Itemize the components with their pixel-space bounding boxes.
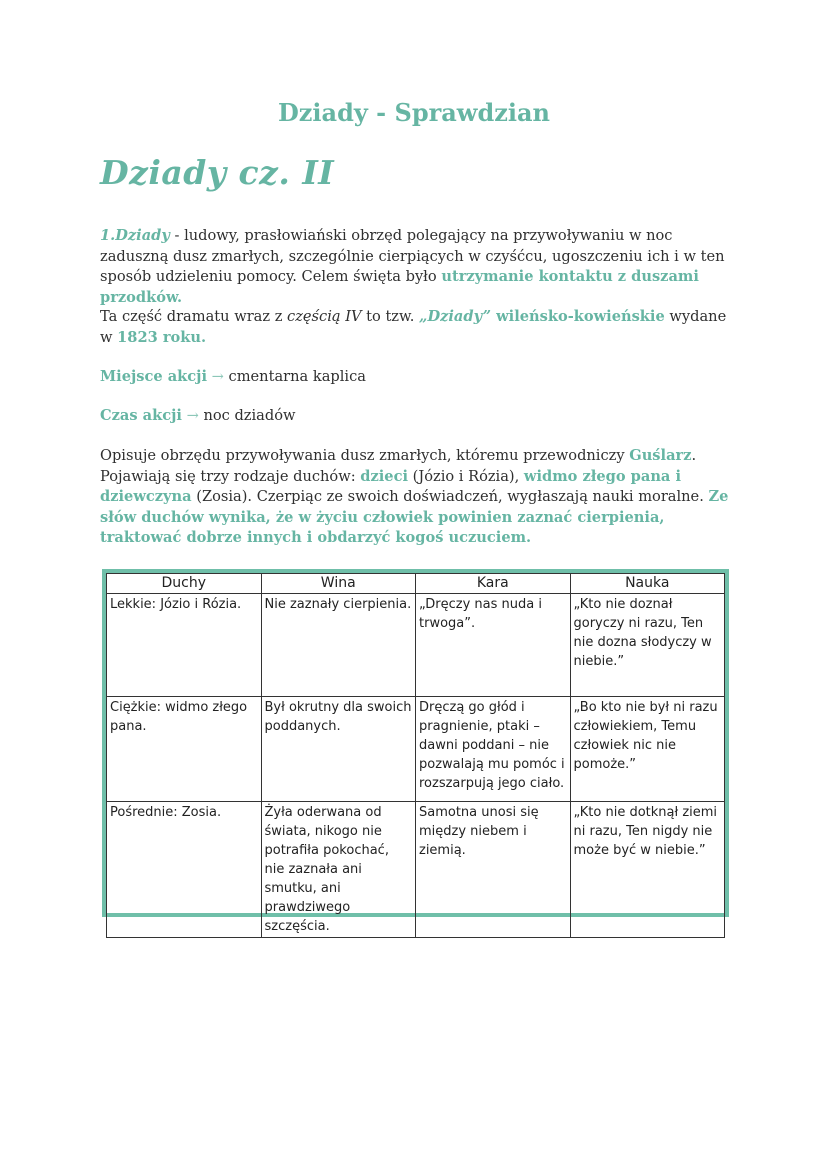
table-row xyxy=(107,802,725,938)
cell-wina: Był okrutny dla swoich poddanych. xyxy=(261,697,416,802)
cell-kara: „Dręczy nas nuda i trwoga”. xyxy=(416,594,571,697)
cell-nauka: „Kto nie doznał goryczy ni razu, Ten nie dozna słodyczy w niebie.” xyxy=(570,594,725,697)
header-wina: Wina xyxy=(261,574,416,594)
text-fragment: wydane w xyxy=(100,308,727,346)
arrow-icon: → xyxy=(181,407,204,424)
time-label: Czas akcji xyxy=(100,407,182,424)
text-fragment: częścią IV xyxy=(287,308,362,325)
place-value: cmentarna kaplica xyxy=(228,368,366,385)
time-value: noc dziadów xyxy=(203,407,296,424)
cell-nauka: „Kto nie dotknął ziemi ni razu, Ten nigdy nie może być w niebie.” xyxy=(570,802,725,938)
table-row xyxy=(107,594,725,697)
place-label: Miejsce akcji xyxy=(100,368,208,385)
paragraph-description xyxy=(100,446,740,549)
cell-kara: Samotna unosi się między niebem i ziemią. xyxy=(416,802,571,938)
paragraph-definition xyxy=(100,226,740,308)
table-header-row xyxy=(107,574,725,594)
table-row xyxy=(107,697,725,802)
page-title: Dziady - Sprawdzian xyxy=(277,98,550,127)
text-highlight: Guślarz xyxy=(629,447,692,464)
text-highlight: „Dziady” xyxy=(419,308,491,325)
text-highlight: widmo złego pana i dziewczyna xyxy=(100,467,682,505)
spirits-table xyxy=(102,569,729,934)
text-fragment: Ta część dramatu wraz z xyxy=(100,308,288,325)
definition-text: - ludowy, prasłowiański obrzęd polegający na przywoływaniu w noc zaduszną dusz zmarłych, szczególnie cierpiących w czyśćcu, ugoszczeniu ich i w ten sposób udzieleniu pomocy. Celem święta było xyxy=(100,227,725,285)
paragraph-place xyxy=(100,367,740,388)
text-highlight: Ze słów duchów wynika, że w życiu człowiek powinien zaznać cierpienia, traktować dobrze innych i obdarzyć kogoś uczuciem. xyxy=(100,488,729,546)
text-highlight: 1823 roku. xyxy=(117,328,207,346)
paragraph-publication xyxy=(100,307,740,348)
cell-duchy: Pośrednie: Zosia. xyxy=(107,802,262,938)
cell-kara: Dręczą go głód i pragnienie, ptaki – dawni poddani – nie pozwalają mu pomóc i rozszarpują jego ciało. xyxy=(416,697,571,802)
cell-wina: Nie zaznały cierpienia. xyxy=(261,594,416,697)
paragraph-time xyxy=(100,406,740,427)
cell-nauka: „Bo kto nie był ni razu człowiekiem, Temu człowiek nic nie pomoże.” xyxy=(570,697,725,802)
text-highlight: wileńsko-kowieńskie xyxy=(491,308,665,325)
header-kara: Kara xyxy=(416,574,571,594)
arrow-icon: → xyxy=(207,368,229,385)
definition-highlight: utrzymanie kontaktu z duszami przodków. xyxy=(100,268,699,306)
cell-duchy: Ciężkie: widmo złego pana. xyxy=(107,697,262,802)
header-nauka: Nauka xyxy=(570,574,725,594)
section-title: Dziady cz. II xyxy=(100,153,335,192)
term-dziady: 1.Dziady xyxy=(100,227,170,244)
cell-duchy: Lekkie: Józio i Rózia. xyxy=(107,594,262,697)
text-fragment: to tzw. xyxy=(361,308,420,325)
text-fragment: (Zosia). Czerpiąc ze swoich doświadczeń, wygłaszają nauki moralne. xyxy=(191,488,709,505)
header-duchy: Duchy xyxy=(107,574,262,594)
text-fragment: . Pojawiają się trzy rodzaje duchów: xyxy=(100,447,697,485)
cell-wina: Żyła oderwana od świata, nikogo nie potrafiła pokochać, nie zaznała ani smutku, ani prawdziwego szczęścia. xyxy=(261,802,416,938)
text-fragment: Opisuje obrzędu przywoływania dusz zmarłych, któremu przewodniczy xyxy=(100,447,630,464)
text-fragment: (Józio i Rózia), xyxy=(408,467,524,485)
text-highlight: dzieci xyxy=(360,467,409,485)
